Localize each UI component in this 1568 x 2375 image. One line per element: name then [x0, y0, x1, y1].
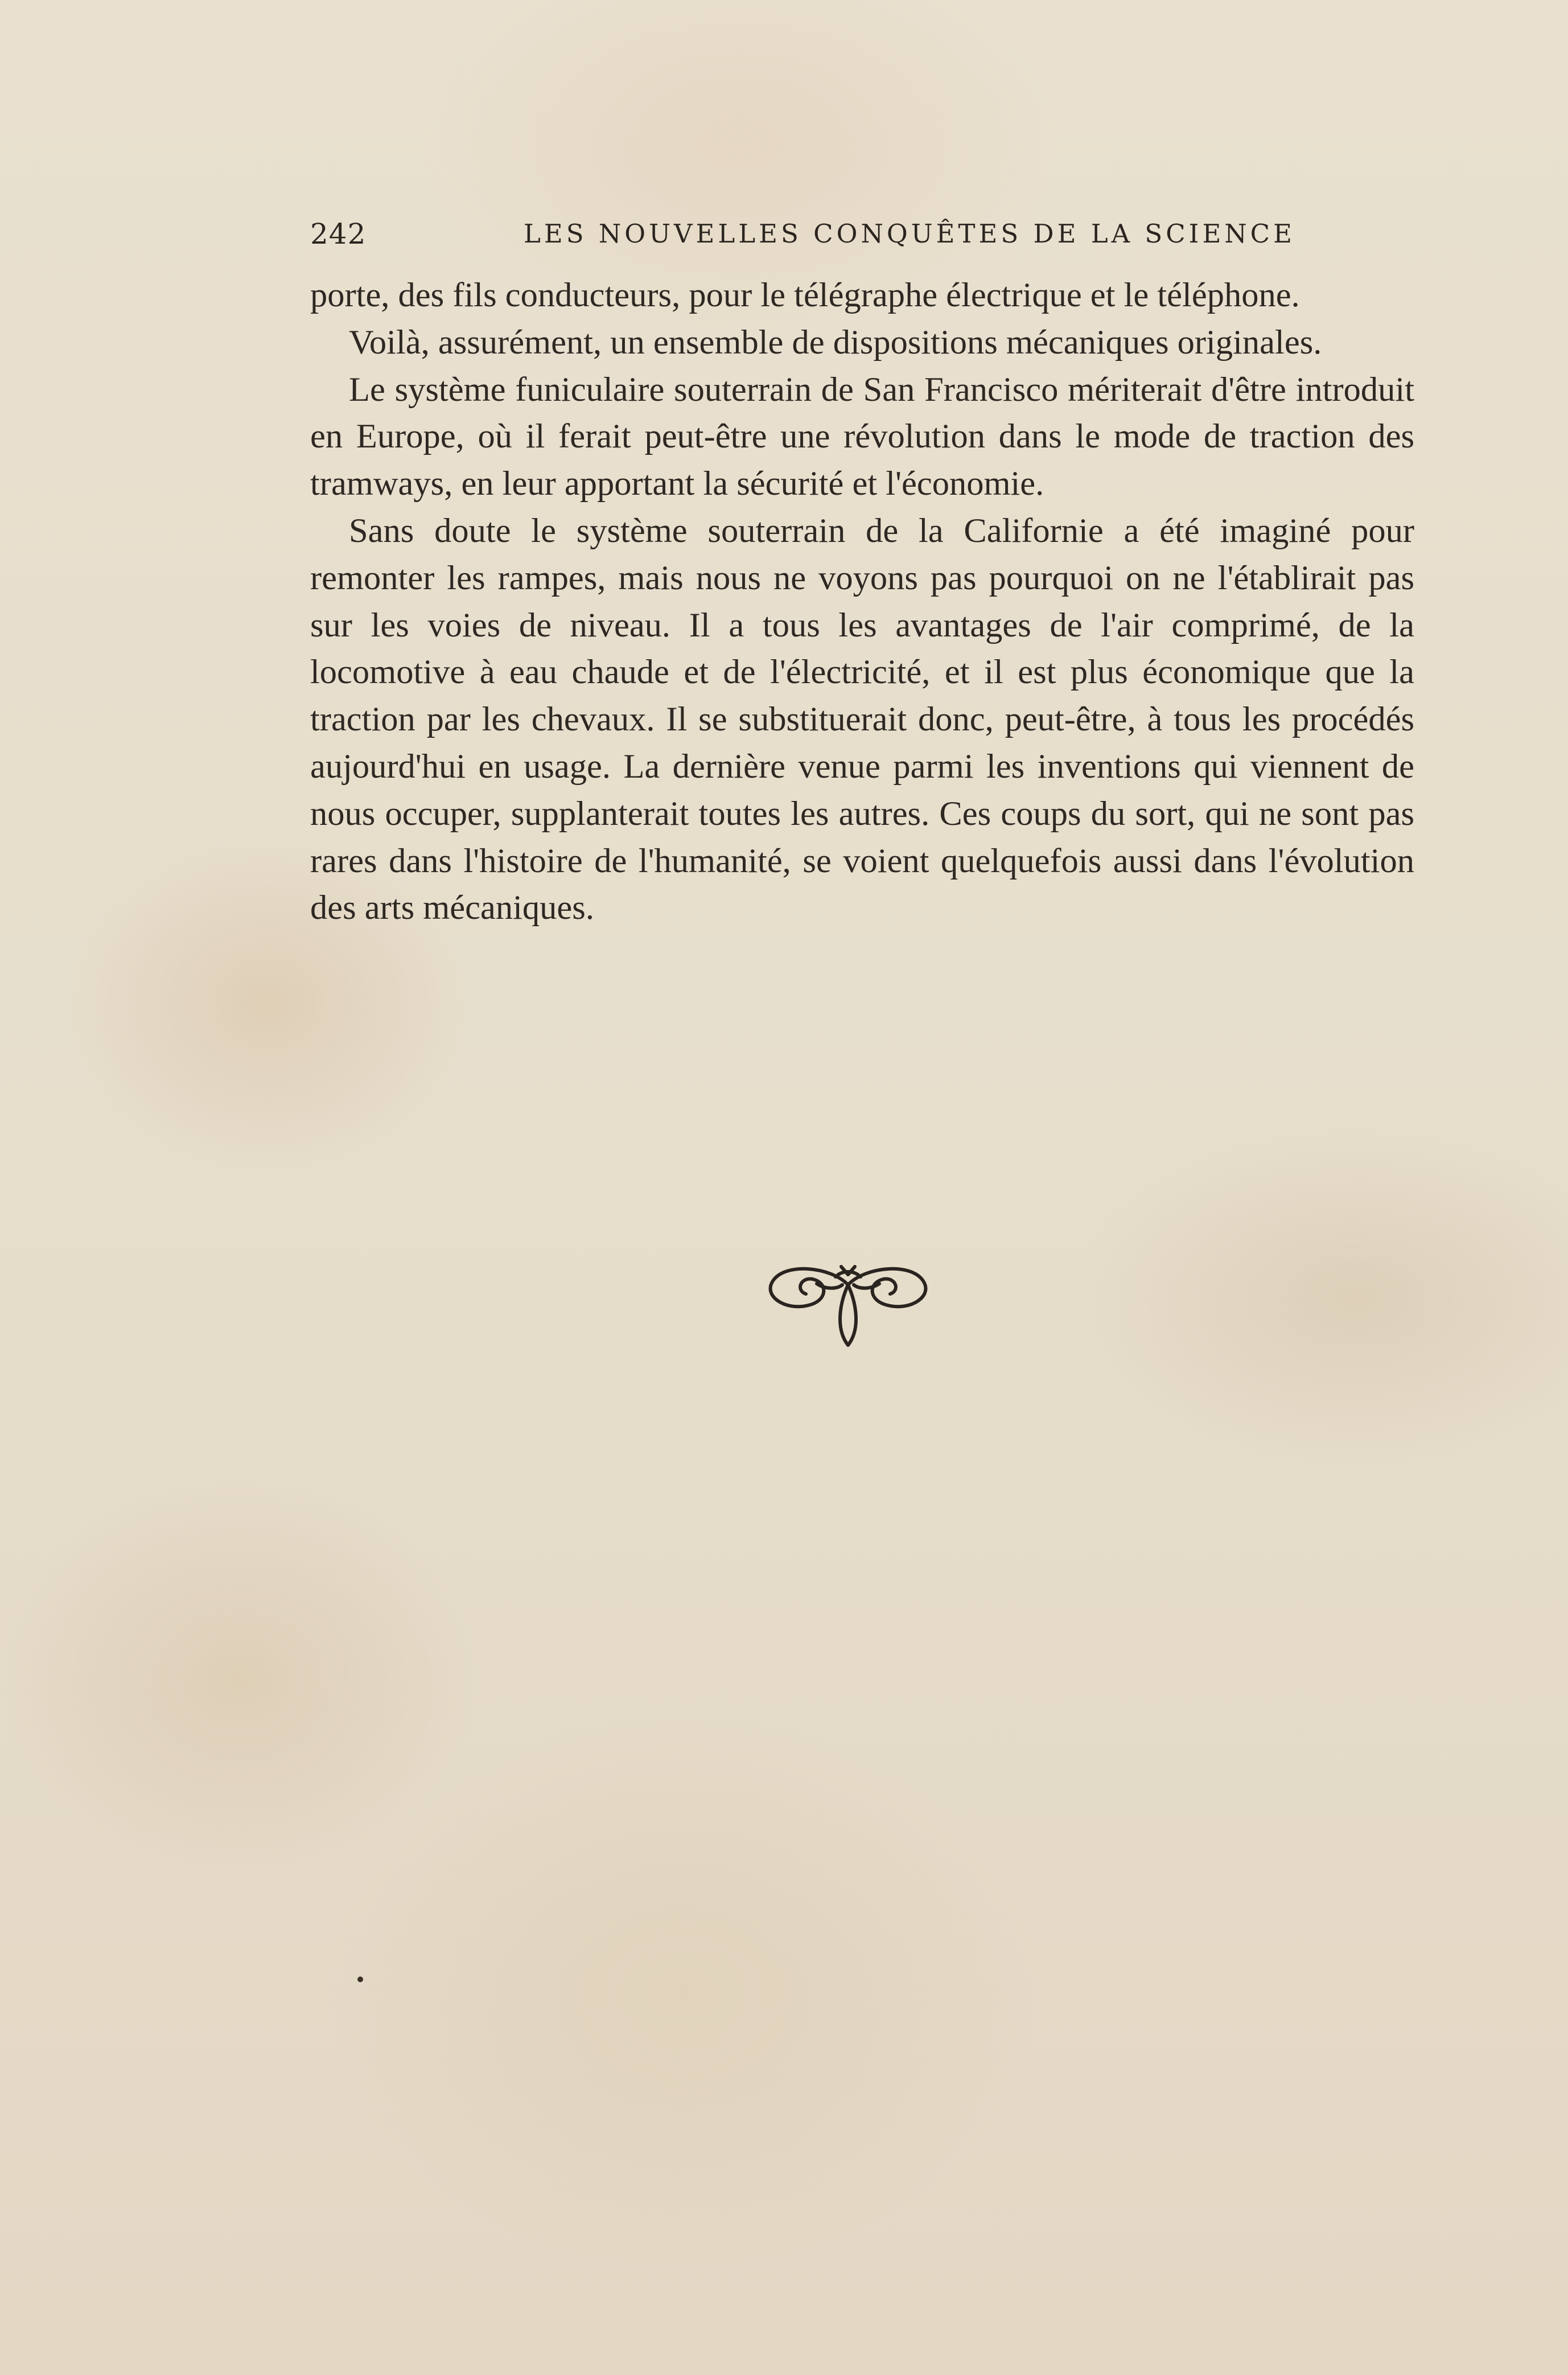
- running-title: LES NOUVELLES CONQUÊTES DE LA SCIENCE: [524, 219, 1295, 249]
- paragraph: Voilà, assurément, un ensemble de dispositions mécaniques originales.: [349, 323, 1322, 361]
- paragraph: Le système funiculaire souterrain de San Francisco mériterait d'être introduit en Europe, où il ferait peut-être une révolution dans le mode de traction des tramways, en leur apportant la sécurité et l'économie.: [310, 370, 1414, 503]
- page-number: 242: [310, 217, 367, 250]
- ink-speck: [357, 1977, 363, 1982]
- paragraph-continuation: porte, des fils conducteurs, pour le télégraphe électrique et le téléphone.: [310, 276, 1300, 314]
- fleuron-ornament-icon: [763, 1250, 933, 1352]
- body-text: [310, 272, 1414, 932]
- paragraph: Sans doute le système souterrain de la Californie a été imaginé pour remonter les rampes, mais nous ne voyons pas pourquoi on ne l'établirait pas sur les voies de niveau. Il a tous les avantages de l'air comprimé, de la locomotive à eau chaude et de l'électricité, et il est plus économique que la traction par les chevaux. Il se substituerait donc, peut-être, à tous les procédés aujourd'hui en usage. La dernière venue parmi les inventions qui viennent de nous occuper, supplanterait toutes les autres. Ces coups du sort, qui ne sont pas rares dans l'histoire de l'humanité, se voient quelquefois aussi dans l'évolution des arts mécaniques.: [310, 511, 1414, 927]
- running-header: [310, 215, 1295, 253]
